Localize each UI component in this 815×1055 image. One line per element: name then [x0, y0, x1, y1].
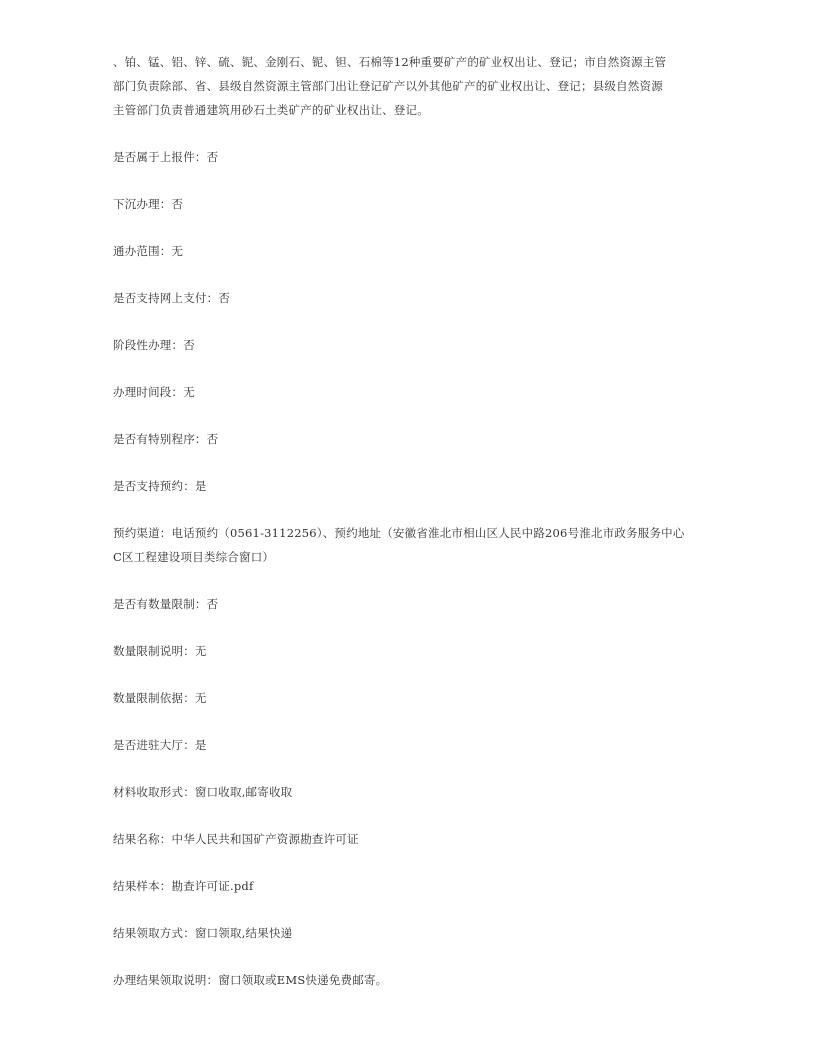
field-value: 窗口收取,邮寄收取 [194, 785, 293, 799]
field-value: 否 [171, 197, 184, 211]
field-reported [113, 145, 218, 169]
booking-line: C区工程建设项目类综合窗口） [113, 550, 275, 564]
field-label: 数量限制说明： [113, 644, 195, 658]
field-online-payment [113, 286, 230, 310]
field-value: 否 [206, 432, 219, 446]
field-label: 结果样本： [113, 879, 172, 893]
field-quantity-limit-note [113, 639, 207, 663]
field-label: 结果领取方式： [113, 926, 195, 940]
field-value: 无 [171, 244, 184, 258]
field-quantity-limit [113, 592, 218, 616]
field-value: 窗口领取,结果快递 [194, 926, 293, 940]
intro-paragraph [113, 50, 693, 122]
field-label: 是否有数量限制： [113, 597, 207, 611]
intro-line: 主管部门负责普通建筑用砂石土类矿产的矿业权出让、登记。 [113, 103, 429, 117]
field-label: 材料收取形式： [113, 785, 195, 799]
field-value: 无 [194, 691, 207, 705]
field-result-pickup [113, 921, 292, 945]
field-value: 否 [206, 150, 219, 164]
field-value: 勘查许可证.pdf [171, 879, 254, 893]
field-label: 结果名称： [113, 832, 172, 846]
field-label: 下沉办理： [113, 197, 172, 211]
field-value: 否 [206, 597, 219, 611]
field-value: 是 [194, 738, 207, 752]
field-label: 是否支持网上支付： [113, 291, 219, 305]
field-value: 中华人民共和国矿产资源勘查许可证 [171, 832, 359, 846]
field-handling-hours [113, 380, 195, 404]
field-sink-handling [113, 192, 183, 216]
field-value: 是 [194, 479, 207, 493]
field-quantity-limit-basis [113, 686, 207, 710]
field-value: 无 [194, 644, 207, 658]
field-staged-handling [113, 333, 195, 357]
field-label: 是否进驻大厅： [113, 738, 195, 752]
field-result-pickup-note [113, 968, 387, 992]
field-value: 否 [218, 291, 231, 305]
field-supports-booking [113, 474, 207, 498]
field-label: 办理时间段： [113, 385, 184, 399]
field-label: 阶段性办理： [113, 338, 184, 352]
field-material-collection [113, 780, 292, 804]
field-general-scope [113, 239, 183, 263]
field-label: 数量限制依据： [113, 691, 195, 705]
field-label: 是否有特别程序： [113, 432, 207, 446]
field-value: 否 [183, 338, 195, 352]
intro-line: 部门负责除部、省、县级自然资源主管部门出让登记矿产以外其他矿产的矿业权出让、登记；县级自然资源 [113, 79, 663, 93]
field-special-procedure [113, 427, 218, 451]
field-label: 是否支持预约： [113, 479, 195, 493]
field-result-sample [113, 874, 253, 898]
field-booking-channel [113, 521, 685, 569]
field-value: 窗口领取或EMS快递免费邮寄。 [218, 973, 388, 987]
booking-line: 预约渠道：电话预约（0561-3112256）、预约地址（安徽省淮北市相山区人民中路206号淮北市政务服务中心 [113, 526, 685, 540]
field-in-hall [113, 733, 207, 757]
field-label: 通办范围： [113, 244, 172, 258]
field-label: 是否属于上报件： [113, 150, 207, 164]
field-label: 办理结果领取说明： [113, 973, 219, 987]
field-result-name [113, 827, 359, 851]
intro-line: 、铂、锰、铝、锌、硫、铌、金刚石、铌、钽、石棉等12种重要矿产的矿业权出让、登记；市自然资源主管 [113, 55, 667, 69]
field-value: 无 [183, 385, 195, 399]
